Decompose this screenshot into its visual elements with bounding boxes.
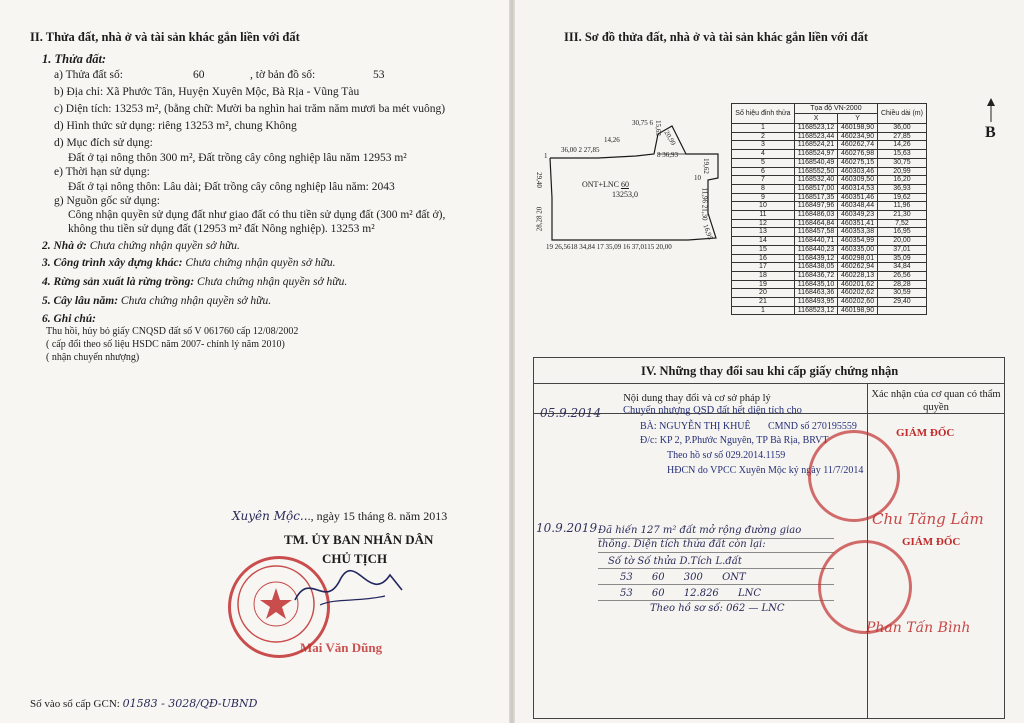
committee-title: TM. ỦY BAN NHÂN DÂN <box>284 532 434 547</box>
coord-row <box>732 211 927 220</box>
coord-cell-n: 14 <box>732 237 795 246</box>
c-line: c) Diện tích: 13253 m², (bằng chữ: Mười ba nghìn hai trăm năm mươi ba mét vuông) <box>54 103 446 115</box>
a-map-label: , tờ bản đồ số: <box>250 69 316 81</box>
coord-cell-y: 460353,38 <box>838 228 878 237</box>
entry2-header: Số tờ Số thửa D.Tích L.đất <box>608 556 742 567</box>
edge-label-5: 8 36,93 <box>657 151 678 159</box>
coord-row <box>732 271 927 280</box>
entry2-line1: Đã hiến 127 m² đất mở rộng đường giao thông. Diện tích thửa đất còn lại: <box>598 525 802 550</box>
col2-header: Xác nhận của cơ quan có thẩm quyền <box>871 389 1001 413</box>
s5-value: Chưa chứng nhận quyền sở hữu. <box>120 295 272 307</box>
coord-cell-x: 1168464,84 <box>794 219 837 228</box>
note-1: Thu hồi, hủy bỏ giấy CNQSD đất số V 061760 cấp 12/08/2002 <box>46 326 299 337</box>
plot-id: 60 <box>620 180 629 189</box>
coord-cell-n: 6 <box>732 167 795 176</box>
coord-cell-n: 5 <box>732 158 795 167</box>
registry-label: Số vào sổ cấp GCN: <box>30 698 120 710</box>
rule-line <box>598 600 834 601</box>
coord-row <box>732 219 927 228</box>
coord-row <box>732 289 927 298</box>
coord-cell-n: 4 <box>732 150 795 159</box>
coord-cell-y: 460228,13 <box>838 271 878 280</box>
coord-cell-y: 460276,98 <box>838 150 878 159</box>
edge-label-14: 16,95 <box>701 223 715 241</box>
coord-cell-d: 19,62 <box>877 193 926 202</box>
coord-cell-d: 34,84 <box>877 263 926 272</box>
coord-cell-n: 19 <box>732 280 795 289</box>
dd-value: Đất ở tại nông thôn 300 m², Đất trồng cây công nghiệp lâu năm 12953 m² <box>68 152 407 164</box>
coord-cell-n: 17 <box>732 263 795 272</box>
coord-row <box>732 298 927 307</box>
coord-cell-n: 16 <box>732 254 795 263</box>
coord-cell-d: 28,28 <box>877 280 926 289</box>
coord-row <box>732 202 927 211</box>
coord-row <box>732 184 927 193</box>
coord-cell-y: 460309,50 <box>838 176 878 185</box>
coord-cell-d: 21,30 <box>877 211 926 220</box>
coord-cell-x: 1168486,03 <box>794 211 837 220</box>
edge-label-1: 36,00 2 27,85 <box>561 146 600 154</box>
coordinates-table <box>731 103 927 315</box>
coord-cell-n: 1 <box>732 306 795 315</box>
coord-cell-n: 2 <box>732 132 795 141</box>
coord-cell-n: 11 <box>732 211 795 220</box>
edge-label-10: 28,28 20 <box>535 206 544 232</box>
signer-name: Mai Văn Dũng <box>300 640 383 655</box>
coord-cell-n: 7 <box>732 176 795 185</box>
coord-cell-x: 1168523,44 <box>794 132 837 141</box>
s4-value: Chưa chứng nhận quyền sở hữu. <box>197 276 348 288</box>
edge-label-8: 29,40 <box>534 172 543 188</box>
registry-value: 01583 - 3028/QĐ-UBND <box>122 697 258 710</box>
coord-cell-x: 1168436,72 <box>794 271 837 280</box>
coord-cell-y: 460202,62 <box>838 289 878 298</box>
coord-cell-y: 460201,62 <box>838 280 878 289</box>
chairman-title: CHỦ TỊCH <box>322 551 388 566</box>
entry2-row2: 53 60 12.826 LNC <box>620 588 762 599</box>
coord-row <box>732 150 927 159</box>
coord-cell-d: 15,63 <box>877 150 926 159</box>
note-2: ( cấp đổi theo số liệu HSDC năm 2007- chỉnh lý năm 2010) <box>46 339 285 350</box>
office-seal-1 <box>808 430 900 522</box>
rule-line <box>598 538 834 539</box>
b-line: b) Địa chỉ: Xã Phước Tân, Huyện Xuyên Mộc, Bà Rịa - Vũng Tàu <box>54 86 360 98</box>
edge-label-12: 19 26,5618 34,84 17 35,09 16 37,0115 20,00 <box>546 243 672 251</box>
coord-cell-n: 13 <box>732 228 795 237</box>
g-label: g) Nguồn gốc sử dụng: <box>54 195 160 207</box>
coord-cell-d: 30,75 <box>877 158 926 167</box>
coord-cell-d <box>877 306 926 315</box>
coord-cell-y: 460348,44 <box>838 202 878 211</box>
coord-cell-x: 1168438,05 <box>794 263 837 272</box>
coord-cell-y: 460314,53 <box>838 184 878 193</box>
entry1-cmnd: CMND số 270195559 <box>768 421 857 432</box>
coord-cell-y: 460335,00 <box>838 245 878 254</box>
s5-label: 5. Cây lâu năm: <box>42 295 119 307</box>
coord-cell-y: 460303,46 <box>838 167 878 176</box>
edge-label-7: 1 <box>544 152 548 160</box>
s2-value: Chưa chứng nhận quyền sở hữu. <box>89 240 240 252</box>
coord-cell-d: 11,96 <box>877 202 926 211</box>
s1-title: 1. Thửa đất: <box>42 52 107 66</box>
s6-label: 6. Ghi chú: <box>42 313 96 325</box>
col-header-x: X <box>794 114 837 124</box>
chairman-signature <box>290 560 410 620</box>
coord-cell-n: 1 <box>732 124 795 133</box>
coord-cell-x: 1168517,35 <box>794 193 837 202</box>
section2-title: II. Thửa đất, nhà ở và tài sản khác gắn liền với đất <box>30 30 300 44</box>
coord-cell-n: 15 <box>732 245 795 254</box>
entry1-line3: Đ/c: KP 2, P.Phước Nguyên, TP Bà Rịa, BRVT <box>640 435 829 446</box>
entry1-line4: Theo hồ sơ số 029.2014.1159 <box>667 450 786 461</box>
coord-cell-x: 1168493,95 <box>794 298 837 307</box>
coord-cell-x: 1168440,71 <box>794 237 837 246</box>
coord-cell-y: 460275,15 <box>838 158 878 167</box>
entry1-date: 05.9.2014 <box>540 406 602 420</box>
coord-cell-y: 460351,46 <box>838 193 878 202</box>
page-fold <box>509 0 515 723</box>
edge-label-3: 30,75 6 <box>632 119 653 127</box>
coord-cell-n: 12 <box>732 219 795 228</box>
coord-row <box>732 306 927 315</box>
entry1-line1: Chuyển nhượng QSD đất hết diện tích cho <box>623 405 802 416</box>
g-value1: Công nhận quyền sử dụng đất như giao đất có thu tiền sử dụng đất (300 m² đất ở), <box>68 209 446 221</box>
coord-cell-x: 1168440,23 <box>794 245 837 254</box>
s3-label: 3. Công trình xây dựng khác: <box>42 257 183 269</box>
coord-cell-x: 1168523,12 <box>794 124 837 133</box>
north-label: B <box>985 124 996 141</box>
coord-cell-x: 1168457,58 <box>794 228 837 237</box>
coord-cell-y: 460262,94 <box>838 263 878 272</box>
edge-label-2: 14,26 <box>604 136 620 144</box>
coord-cell-n: 9 <box>732 193 795 202</box>
coord-cell-x: 1168532,40 <box>794 176 837 185</box>
edge-label-13: 15,63 <box>653 120 662 136</box>
coord-cell-n: 21 <box>732 298 795 307</box>
director-title-1: GIÁM ĐỐC <box>896 427 955 439</box>
coord-cell-x: 1168463,36 <box>794 289 837 298</box>
coord-cell-x: 1168497,96 <box>794 202 837 211</box>
d-line: d) Hình thức sử dụng: riêng 13253 m², chung Không <box>54 120 297 132</box>
coord-cell-x: 1168517,00 <box>794 184 837 193</box>
coord-row <box>732 228 927 237</box>
coord-cell-x: 1168524,21 <box>794 141 837 150</box>
date-place: Xuyên Mộc.. <box>232 509 308 523</box>
coord-row <box>732 254 927 263</box>
coord-cell-n: 20 <box>732 289 795 298</box>
coord-cell-y: 460234,90 <box>838 132 878 141</box>
director-title-2: GIÁM ĐỐC <box>902 536 961 548</box>
edge-label-11: 11,96 21,30 <box>700 187 709 221</box>
e-value: Đất ở tại nông thôn: Lâu dài; Đất trồng cây công nghiệp lâu năm: 2043 <box>68 181 395 193</box>
coord-cell-x: 1168523,12 <box>794 306 837 315</box>
coord-cell-x: 1168540,49 <box>794 158 837 167</box>
entry1-line2: BÀ: NGUYỄN THỊ KHUÊ <box>640 421 751 432</box>
col-header-point: Số hiệu đỉnh thửa <box>732 104 795 124</box>
a-value: 60 <box>193 69 205 81</box>
coord-cell-y: 460202,60 <box>838 298 878 307</box>
coord-cell-y: 460354,99 <box>838 237 878 246</box>
s2-label: 2. Nhà ở: <box>42 240 87 252</box>
coord-cell-d: 27,85 <box>877 132 926 141</box>
rule-line <box>598 552 834 553</box>
col-header-y: Y <box>838 114 878 124</box>
entry2-line2: Theo hồ sơ số: 062 — LNC <box>650 603 785 614</box>
coord-cell-d: 30,59 <box>877 289 926 298</box>
coord-cell-n: 3 <box>732 141 795 150</box>
coord-row <box>732 237 927 246</box>
coord-cell-n: 10 <box>732 202 795 211</box>
coord-row <box>732 280 927 289</box>
plot-area: 13253,0 <box>612 190 638 199</box>
coord-cell-d: 20,00 <box>877 237 926 246</box>
s3-value: Chưa chứng nhận quyền sở hữu. <box>185 257 336 269</box>
s4-label: 4. Rừng sản xuất là rừng trồng: <box>42 276 195 288</box>
coord-cell-x: 1168435,10 <box>794 280 837 289</box>
coord-cell-d: 16,20 <box>877 176 926 185</box>
coord-cell-y: 460198,90 <box>838 124 878 133</box>
col-header-coord: Tọa độ VN-2000 <box>794 104 877 114</box>
coord-cell-x: 1168524,97 <box>794 150 837 159</box>
dd-label: d) Mục đích sử dụng: <box>54 137 153 149</box>
coord-row <box>732 245 927 254</box>
coord-row <box>732 167 927 176</box>
coord-cell-d: 35,09 <box>877 254 926 263</box>
signer-3: Phan Tấn Bình <box>866 620 971 636</box>
a-label: a) Thửa đất số: <box>54 69 123 81</box>
section3-title: III. Sơ đồ thửa đất, nhà ở và tài sản khác gắn liền với đất <box>564 30 869 44</box>
entry2-row1: 53 60 300 ONT <box>620 572 746 583</box>
coord-cell-d: 20,99 <box>877 167 926 176</box>
date-line: ., ngày 15 tháng 8. năm 2013 <box>307 509 448 523</box>
entry2-date: 10.9.2019 <box>536 521 598 535</box>
coord-cell-d: 14,26 <box>877 141 926 150</box>
coord-row <box>732 132 927 141</box>
coord-row <box>732 158 927 167</box>
coord-cell-y: 460262,74 <box>838 141 878 150</box>
coord-row <box>732 141 927 150</box>
coord-row <box>732 124 927 133</box>
edge-label-6: 19,62 <box>701 158 710 174</box>
coord-cell-y: 460349,23 <box>838 211 878 220</box>
coord-cell-x: 1168552,50 <box>794 167 837 176</box>
note-3: ( nhận chuyển nhượng) <box>46 352 140 363</box>
signer-2: Chu Tăng Lâm <box>872 510 984 528</box>
rule-line <box>598 568 834 569</box>
edge-label-9: 10 <box>694 174 701 182</box>
g-value2: không thu tiền sử dụng đất (12953 m² đất Nông nghiệp). 13253 m² <box>68 223 375 235</box>
coord-cell-d: 7,52 <box>877 219 926 228</box>
coord-row <box>732 176 927 185</box>
e-label: e) Thời hạn sử dụng: <box>54 166 150 178</box>
coord-cell-d: 29,40 <box>877 298 926 307</box>
coord-row <box>732 263 927 272</box>
edge-label-4: 20,99 <box>662 129 678 147</box>
coord-cell-d: 26,56 <box>877 271 926 280</box>
coord-cell-n: 8 <box>732 184 795 193</box>
coord-cell-d: 16,95 <box>877 228 926 237</box>
section4-title: IV. Những thay đổi sau khi cấp giấy chứng nhận <box>641 364 899 378</box>
plot-label: ONT+LNC <box>582 180 619 189</box>
col-header-length: Chiều dài (m) <box>877 104 926 124</box>
coord-cell-y: 460198,90 <box>838 306 878 315</box>
coord-cell-d: 36,93 <box>877 184 926 193</box>
rule-line <box>598 584 834 585</box>
coord-cell-y: 460298,01 <box>838 254 878 263</box>
a-map-value: 53 <box>373 69 385 81</box>
coord-cell-n: 18 <box>732 271 795 280</box>
coord-cell-d: 37,01 <box>877 245 926 254</box>
col1-header: Nội dung thay đổi và cơ sở pháp lý <box>623 393 771 404</box>
coord-cell-d: 36,00 <box>877 124 926 133</box>
entry1-line5: HĐCN do VPCC Xuyên Mộc ký ngày 11/7/2014 <box>667 465 864 476</box>
coord-row <box>732 193 927 202</box>
coord-cell-y: 460351,41 <box>838 219 878 228</box>
coord-cell-x: 1168439,12 <box>794 254 837 263</box>
